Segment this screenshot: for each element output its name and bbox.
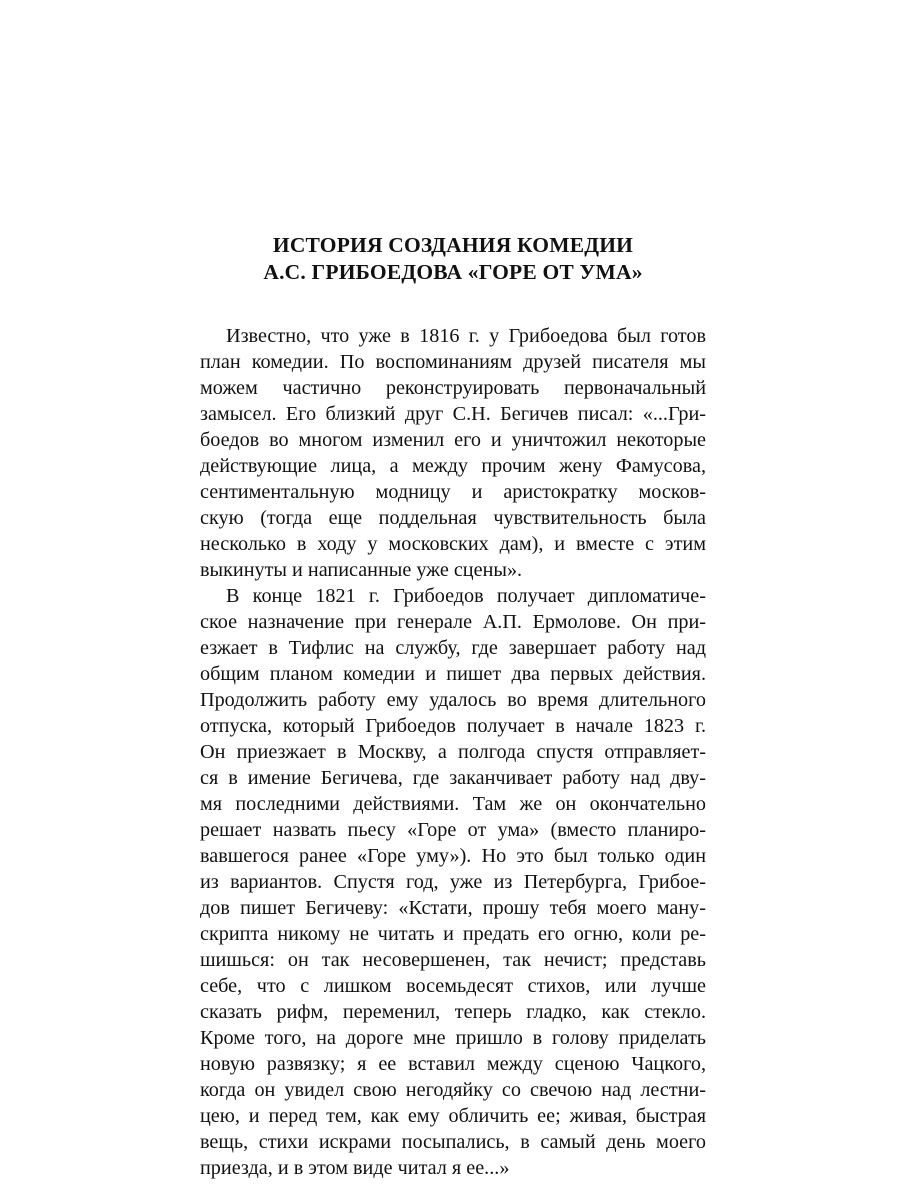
text-line: скрипта никому не читать и предать его огню, коли ре- [200,923,706,945]
text-line: общим планом комедии и пишет два первых действия. [200,663,706,685]
text-line: ское назначение при генерале А.П. Ермолове. Он при- [200,611,706,633]
text-line: действующие лица, а между прочим жену Фамусова, [200,455,706,477]
text-line: несколько в ходу у московских дам), и вместе с этим [200,533,706,555]
text-line: сказать рифм, переменил, теперь гладко, как стекло. [200,1001,706,1023]
text-line: из вариантов. Спустя год, уже из Петербурга, Грибое- [200,871,706,893]
text-line: отпуска, который Грибоедов получает в начале 1823 г. [200,715,706,737]
text-line: Кроме того, на дороге мне пришло в голову приделать [200,1027,706,1049]
text-line: ся в имение Бегичева, где заканчивает работу над дву- [200,767,706,789]
text-line: себе, что с лишком восемьдесят стихов, или лучше [200,975,706,997]
text-line: решает назвать пьесу «Горе от ума» (вместо планиро- [200,819,706,841]
text-line: можем частично реконструировать первоначальный [200,377,706,399]
text-line: Продолжить работу ему удалось во время длительного [200,689,706,711]
text-line: сентиментальную модницу и аристократку москов- [200,481,706,503]
book-page [200,232,706,1181]
text-line: шишься: он так несовершенен, так нечист; представь [200,949,706,971]
paragraph [200,323,706,583]
body-text [200,323,706,1181]
text-line: мя последними действиями. Там же он окончательно [200,793,706,815]
text-line: Известно, что уже в 1816 г. у Грибоедова был готов [226,325,706,347]
text-line: боедов во многом изменил его и уничтожил некоторые [200,429,706,451]
text-line: план комедии. По воспоминаниям друзей писателя мы [200,351,706,373]
heading-line-2: А.С. ГРИБОЕДОВА «ГОРЕ ОТ УМА» [263,260,643,284]
heading-line-1: ИСТОРИЯ СОЗДАНИЯ КОМЕДИИ [272,233,634,257]
text-line: Он приезжает в Москву, а полгода спустя отправляет- [200,741,706,763]
paragraph [200,583,706,1181]
text-line: замысел. Его близкий друг С.Н. Бегичев писал: «...Гри- [200,403,706,425]
text-line: езжает в Тифлис на службу, где завершает работу над [200,637,706,659]
text-line: В конце 1821 г. Грибоедов получает дипломатиче- [226,585,706,607]
text-line: цею, и перед тем, как ему обличить ее; живая, быстрая [200,1105,706,1127]
text-line: вещь, стихи искрами посыпались, в самый день моего [200,1131,706,1153]
text-line: дов пишет Бегичеву: «Кстати, прошу тебя моего ману- [200,897,706,919]
text-line: приезда, и в этом виде читал я ее...» [200,1157,510,1179]
text-line: новую развязку; я ее вставил между сценою Чацкого, [200,1053,706,1075]
text-line: вавшегося ранее «Горе уму»). Но это был только один [200,845,706,867]
chapter-heading [200,232,706,286]
text-line: когда он увидел свою негодяйку со свечою над лестни- [200,1079,706,1101]
text-line: скую (тогда еще поддельная чувствительность была [200,507,706,529]
text-line: выкинуты и написанные уже сцены». [200,559,523,581]
